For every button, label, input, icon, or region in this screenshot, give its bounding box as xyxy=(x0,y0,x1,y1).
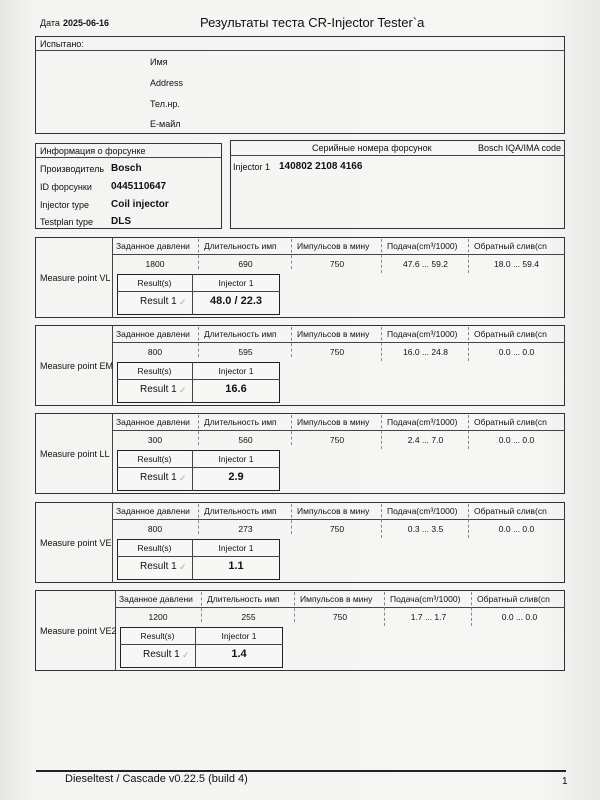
column-value: 750 xyxy=(329,435,345,445)
result-header-label: Result(s) xyxy=(140,631,175,641)
injector-info-title: Информация о форсунке xyxy=(40,146,146,156)
column-value: 273 xyxy=(238,524,253,534)
result-injector-header: Injector 1 xyxy=(218,366,254,376)
column-value: 18.0 ... 59.4 xyxy=(494,259,539,269)
column-header: Длительность имп xyxy=(207,594,280,604)
footer-page-number: 1 xyxy=(562,776,568,787)
column-value: 800 xyxy=(147,524,163,534)
result-value: 1.1 xyxy=(228,560,244,572)
column-header: Обратный слив(cn xyxy=(474,329,547,339)
result-value: 48.0 / 22.3 xyxy=(210,295,262,307)
column-value: 690 xyxy=(238,259,253,269)
check-icon: ✓ xyxy=(179,385,187,395)
serials-title: Серийные номера форсунок xyxy=(312,143,432,153)
column-value: 300 xyxy=(147,435,163,445)
info-label-id: ID форсунки xyxy=(40,182,92,192)
column-header: Длительность имп xyxy=(204,506,277,516)
column-value: 750 xyxy=(329,524,345,534)
measure-point-name: Measure point LL xyxy=(40,449,110,459)
column-header: Длительность имп xyxy=(204,329,277,339)
footer-rule xyxy=(36,770,566,772)
column-value: 2.4 ... 7.0 xyxy=(407,435,444,445)
column-value: 0.0 ... 0.0 xyxy=(501,612,538,622)
column-value: 750 xyxy=(329,259,345,269)
column-value: 800 xyxy=(147,347,163,357)
check-icon: ✓ xyxy=(179,297,187,307)
column-header: Импульсов в мину xyxy=(297,417,370,427)
info-label-testplan: Testplan type xyxy=(40,217,94,227)
check-icon: ✓ xyxy=(182,650,190,660)
column-header: Подача(cm³/1000) xyxy=(387,417,458,427)
column-header: Заданное давлени xyxy=(116,329,190,339)
column-value: 1800 xyxy=(145,259,165,269)
result-header-label: Result(s) xyxy=(137,278,172,288)
column-value: 47.6 ... 59.2 xyxy=(403,259,448,269)
column-header: Заданное давлени xyxy=(116,506,190,516)
column-header: Обратный слив(cn xyxy=(474,506,547,516)
column-value: 0.0 ... 0.0 xyxy=(498,347,535,357)
serials-code-title: Bosch IQA/IMA code xyxy=(478,143,562,153)
result-value: 1.4 xyxy=(231,648,247,660)
serials-box xyxy=(230,140,565,229)
measure-point-name: Measure point EM xyxy=(40,361,114,371)
column-header: Подача(cm³/1000) xyxy=(387,241,458,251)
date-value: 2025-06-16 xyxy=(63,18,110,28)
result-name: Result 1 xyxy=(140,296,177,307)
info-value-id: 0445110647 xyxy=(111,181,167,192)
info-value-manufacturer: Bosch xyxy=(111,163,142,174)
measure-point-name: Measure point VL xyxy=(40,273,111,283)
column-value: 1200 xyxy=(148,612,168,622)
measure-point-name: Measure point VE xyxy=(40,538,112,548)
column-header: Заданное давлени xyxy=(116,417,190,427)
check-icon: ✓ xyxy=(179,473,187,483)
result-name: Result 1 xyxy=(140,384,177,395)
tested-phone-label: Тел.нр. xyxy=(150,99,180,109)
tested-label: Испытано: xyxy=(40,39,84,49)
column-header: Длительность имп xyxy=(204,417,277,427)
column-value: 0.0 ... 0.0 xyxy=(498,435,535,445)
result-value: 16.6 xyxy=(225,383,247,395)
result-injector-header: Injector 1 xyxy=(218,543,254,553)
column-value: 16.0 ... 24.8 xyxy=(403,347,448,357)
column-header: Импульсов в мину xyxy=(297,506,370,516)
tested-address-label: Address xyxy=(150,78,184,88)
column-header: Импульсов в мину xyxy=(297,241,370,251)
column-value: 560 xyxy=(238,435,253,445)
info-label-type: Injector type xyxy=(40,200,90,210)
column-header: Подача(cm³/1000) xyxy=(390,594,461,604)
serials-serial-number: 140802 2108 4166 xyxy=(279,161,363,172)
column-value: 750 xyxy=(332,612,348,622)
footer-software: Dieseltest / Cascade v0.22.5 (build 4) xyxy=(65,773,248,785)
column-value: 1.7 ... 1.7 xyxy=(410,612,447,622)
result-injector-header: Injector 1 xyxy=(218,278,254,288)
result-name: Result 1 xyxy=(143,649,180,660)
tested-email-label: E-майл xyxy=(150,119,181,129)
column-header: Длительность имп xyxy=(204,241,277,251)
column-header: Импульсов в мину xyxy=(300,594,373,604)
column-value: 255 xyxy=(241,612,256,622)
info-label-manufacturer: Производитель xyxy=(40,164,105,174)
page-title: Результаты теста CR-Injector Tester`a xyxy=(200,15,425,30)
column-value: 750 xyxy=(329,347,345,357)
result-injector-header: Injector 1 xyxy=(221,631,257,641)
column-header: Заданное давлени xyxy=(116,241,190,251)
column-value: 0.0 ... 0.0 xyxy=(498,524,535,534)
result-header-label: Result(s) xyxy=(137,543,172,553)
info-value-testplan: DLS xyxy=(111,216,131,227)
column-header: Обратный слив(cn xyxy=(474,241,547,251)
column-header: Подача(cm³/1000) xyxy=(387,329,458,339)
result-header-label: Result(s) xyxy=(137,454,172,464)
column-header: Подача(cm³/1000) xyxy=(387,506,458,516)
result-value: 2.9 xyxy=(228,471,244,483)
tested-name-label: Имя xyxy=(150,57,168,67)
column-header: Заданное давлени xyxy=(119,594,193,604)
column-value: 595 xyxy=(238,347,253,357)
column-header: Обратный слив(cn xyxy=(474,417,547,427)
check-icon: ✓ xyxy=(179,562,187,572)
serials-injector-label: Injector 1 xyxy=(233,162,271,172)
measure-point-name: Measure point VE2 xyxy=(40,626,117,636)
info-value-type: Coil injector xyxy=(111,199,169,210)
result-header-label: Result(s) xyxy=(137,366,172,376)
result-injector-header: Injector 1 xyxy=(218,454,254,464)
result-name: Result 1 xyxy=(140,472,177,483)
date-label: Дата xyxy=(40,18,60,28)
column-header: Импульсов в мину xyxy=(297,329,370,339)
column-header: Обратный слив(cn xyxy=(477,594,550,604)
column-value: 0.3 ... 3.5 xyxy=(407,524,444,534)
result-name: Result 1 xyxy=(140,561,177,572)
